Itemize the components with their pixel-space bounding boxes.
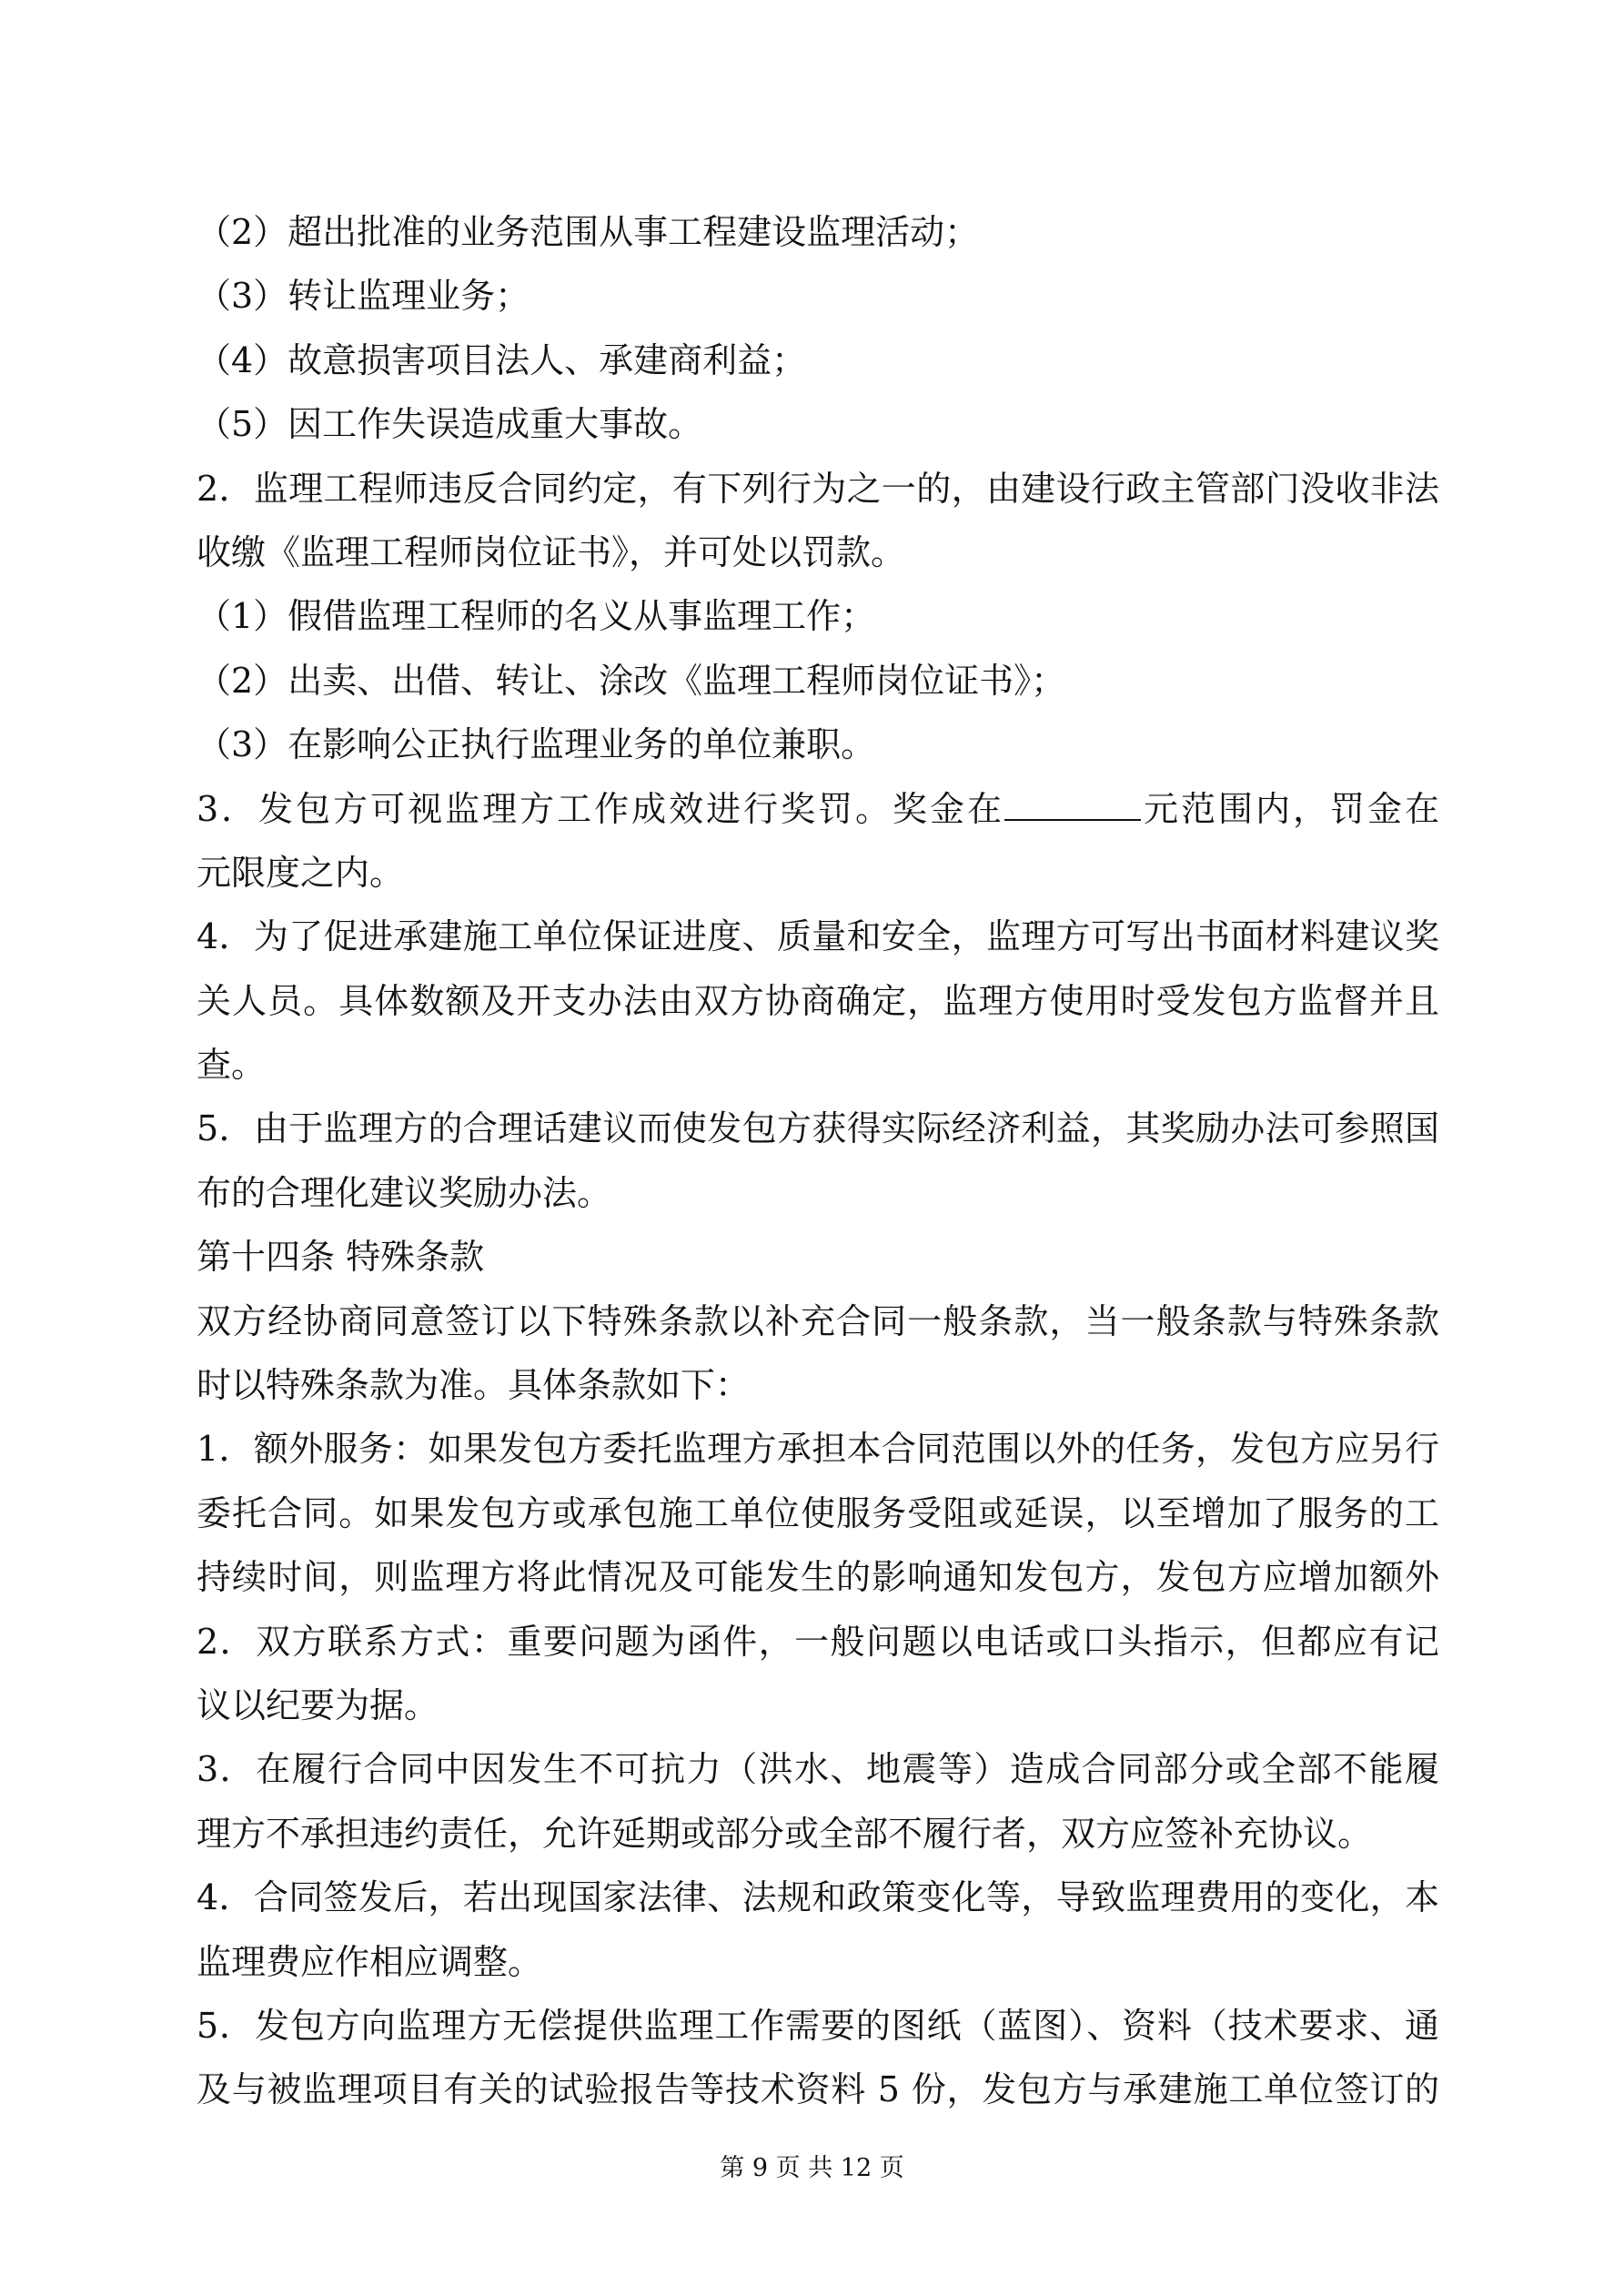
text-line: 关人员。具体数额及开支办法由双方协商确定，监理方使用时受发包方监督并且 xyxy=(197,980,1439,1021)
text-line xyxy=(197,777,1439,841)
text-line: 4．为了促进承建施工单位保证进度、质量和安全，监理方可写出书面材料建议奖 xyxy=(197,916,1439,957)
text-segment: 3．发包方可视监理方工作成效进行奖罚。奖金在 xyxy=(197,788,1005,829)
text-line: 理方不承担违约责任，允许延期或部分或全部不履行者，双方应签补充协议。 xyxy=(197,1813,1373,1854)
text-line: 及与被监理项目有关的试验报告等技术资料 5 份，发包方与承建施工单位签订的 xyxy=(197,2069,1439,2110)
text-line: 5．发包方向监理方无偿提供监理工作需要的图纸（蓝图）、资料（技术要求、通 xyxy=(197,2005,1439,2046)
text-line: 收缴《监理工程师岗位证书》，并可处以罚款。 xyxy=(197,531,906,572)
text-line: （4）故意损害项目法人、承建商利益； xyxy=(197,339,807,380)
text-line: 双方经协商同意签订以下特殊条款以补充合同一般条款，当一般条款与特殊条款 xyxy=(197,1300,1439,1341)
text-line: 查。 xyxy=(197,1045,267,1086)
text-line: 2．监理工程师违反合同约定，有下列行为之一的，由建设行政主管部门没收非法 xyxy=(197,468,1439,509)
text-line: 持续时间，则监理方将此情况及可能发生的影响通知发包方，发包方应增加额外 xyxy=(197,1557,1439,1598)
page-footer: 第 9 页 共 12 页 xyxy=(720,2154,904,2182)
text-line: （3）在影响公正执行监理业务的单位兼职。 xyxy=(197,724,876,765)
text-line: （1）假借监理工程师的名义从事监理工作； xyxy=(197,596,876,637)
text-line: 布的合理化建议奖励办法。 xyxy=(197,1172,612,1213)
text-segment: 元范围内，罚金在 xyxy=(1141,788,1439,829)
text-line: （5）因工作失误造成重大事故。 xyxy=(197,404,703,445)
text-line: 1．额外服务：如果发包方委托监理方承担本合同范围以外的任务，发包方应另行 xyxy=(197,1429,1439,1470)
text-line: 元限度之内。 xyxy=(197,852,405,893)
fill-in-blank xyxy=(1004,792,1141,821)
text-line: 3．在履行合同中因发生不可抗力（洪水、地震等）造成合同部分或全部不能履 xyxy=(197,1749,1439,1790)
text-line: 2．双方联系方式：重要问题为函件，一般问题以电话或口头指示，但都应有记 xyxy=(197,1621,1439,1662)
text-line: 5．由于监理方的合理话建议而使发包方获得实际经济利益，其奖励办法可参照国 xyxy=(197,1108,1439,1149)
text-line: 4．合同签发后，若出现国家法律、法规和政策变化等，导致监理费用的变化，本 xyxy=(197,1877,1439,1918)
text-line: 时以特殊条款为准。具体条款如下： xyxy=(197,1365,751,1406)
text-line: 监理费应作相应调整。 xyxy=(197,1941,543,1982)
text-line: （2）出卖、出借、转让、涂改《监理工程师岗位证书》； xyxy=(197,660,1066,701)
text-line: （2）超出批准的业务范围从事工程建设监理活动； xyxy=(197,212,980,252)
document-body xyxy=(197,200,1439,2122)
text-line: 第十四条 特殊条款 xyxy=(197,1237,485,1278)
text-line: （3）转让监理业务； xyxy=(197,276,530,317)
text-line: 委托合同。如果发包方或承包施工单位使服务受阻或延误，以至增加了服务的工 xyxy=(197,1492,1439,1533)
text-line: 议以纪要为据。 xyxy=(197,1684,439,1725)
